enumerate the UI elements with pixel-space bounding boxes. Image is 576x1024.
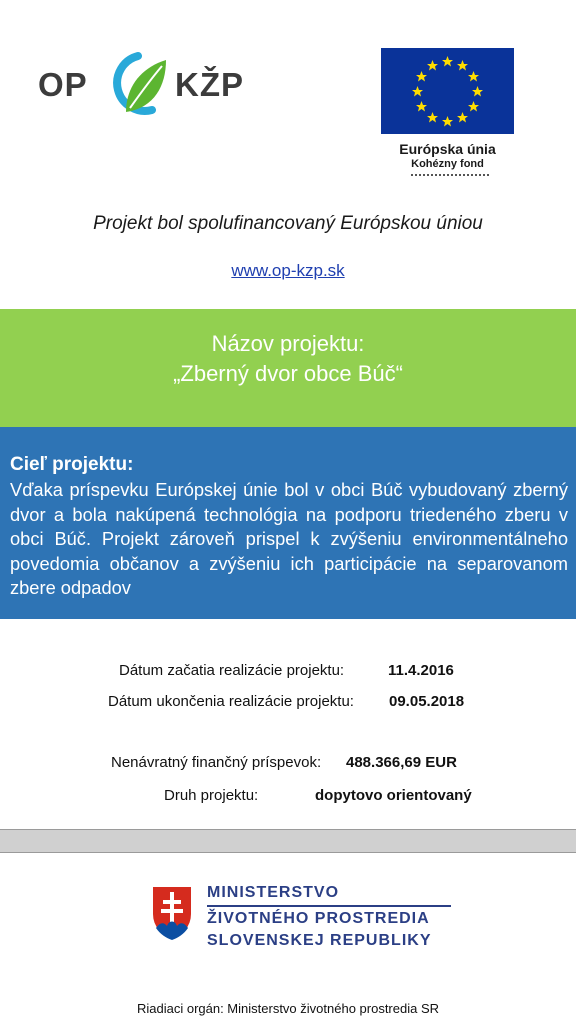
- end-date-value-text: 09.05.2018: [389, 693, 465, 710]
- start-date-value-text: 11.4.2016: [388, 662, 454, 679]
- cofinanced-statement: Projekt bol spolufinancovaný Európskou úniou: [93, 213, 483, 234]
- ministry-underline: [207, 905, 451, 907]
- op-kzp-leaf-icon: [100, 50, 170, 124]
- eu-logo: [381, 48, 514, 179]
- end-date-label: Dátum ukončenia realizácie projektu:: [108, 693, 354, 710]
- website-link[interactable]: www.op-kzp.sk: [231, 261, 345, 280]
- op-kzp-logo: [30, 46, 254, 124]
- project-type-label: Druh projektu:: [164, 787, 259, 804]
- start-date-value: [388, 662, 454, 679]
- project-goal-heading: Cieľ projektu:: [10, 454, 134, 475]
- project-goal-band: [0, 427, 576, 619]
- ministry-line-3: SLOVENSKEJ REPUBLIKY: [207, 932, 432, 949]
- divider-band: [0, 829, 576, 853]
- eu-name: Európska únia: [399, 141, 496, 157]
- project-name-label: Názov projektu:: [211, 331, 365, 356]
- project-type-value-text: dopytovo orientovaný: [315, 787, 472, 804]
- project-goal-text: Vďaka príspevku Európskej únie bol v obci Búč vybudovaný zberný dvor a bola nakúpená technológia na podporu triedeného zberu v obci Búč. Projekt zároveň prispel k zvýšeniu environmentálneho povedomia občanov a zvýšeniu ich participácie na separovanom zbere odpadov: [10, 479, 568, 598]
- grant-value-text: 488.366,69 EUR: [346, 754, 457, 771]
- op-kzp-logo-kzp: KŽP: [175, 66, 244, 103]
- ministry-line-2: ŽIVOTNÉHO PROSTREDIA: [207, 910, 430, 927]
- op-kzp-logo-op: OP: [38, 66, 88, 103]
- slovak-coat-of-arms-icon: [150, 884, 194, 942]
- end-date-value: [389, 693, 464, 710]
- managing-authority-footer: Riadiaci orgán: Ministerstvo životného prostredia SR: [136, 1001, 440, 1016]
- eu-fund-name: Kohézny fond: [411, 158, 484, 170]
- start-date-label: Dátum začatia realizácie projektu:: [119, 662, 345, 679]
- project-name-value: „Zberný dvor obce Búč“: [173, 361, 403, 386]
- grant-label: Nenávratný finančný príspevok:: [111, 754, 322, 771]
- ministry-line-1: MINISTERSTVO: [207, 884, 340, 901]
- project-name-band: [0, 309, 576, 427]
- project-type-value: [315, 787, 472, 804]
- eu-flag-icon: [381, 48, 514, 134]
- grant-value: [346, 754, 457, 771]
- eu-divider: [411, 174, 489, 178]
